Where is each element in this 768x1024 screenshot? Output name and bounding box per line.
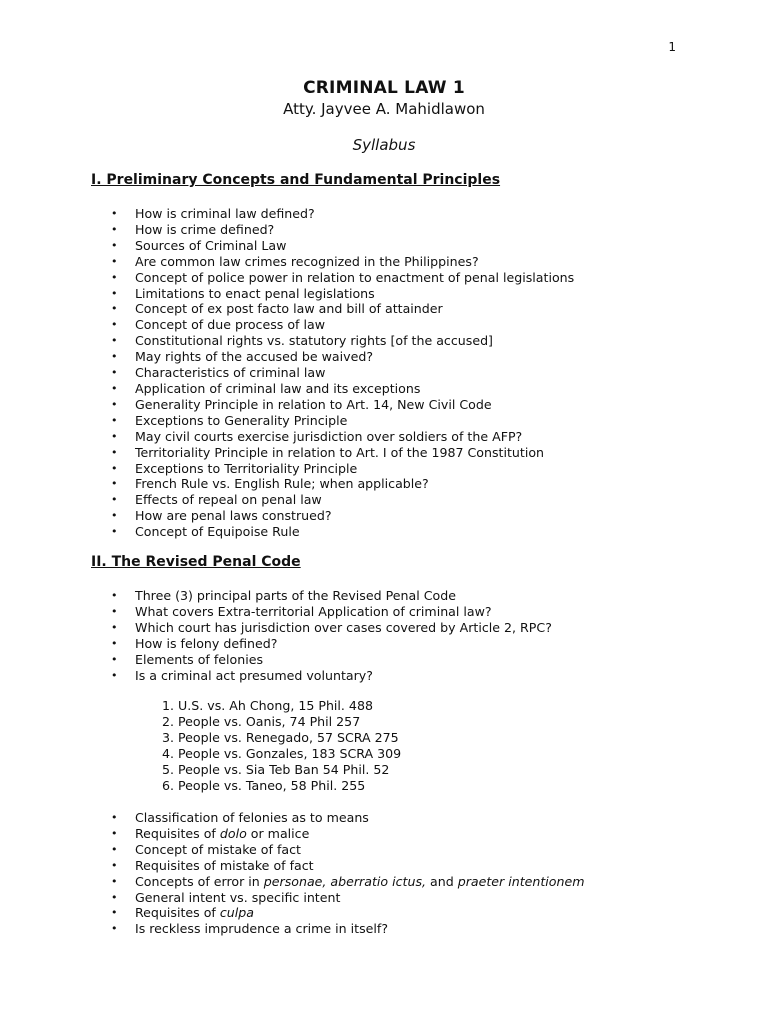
list-item-text: Territoriality Principle in relation to Art. I of the 1987 Constitution bbox=[135, 444, 545, 460]
list-item bbox=[110, 921, 585, 937]
list-item-text: How is crime defined? bbox=[135, 221, 275, 237]
list-item bbox=[110, 222, 574, 238]
bullet-dot-icon: • bbox=[111, 207, 118, 220]
bullet-dot-icon: • bbox=[111, 477, 118, 491]
bullet-dot-icon: • bbox=[111, 222, 118, 236]
list-item-text: and bbox=[426, 873, 458, 889]
list-item-text: Limitations to enact penal legislations bbox=[135, 285, 375, 301]
list-item bbox=[110, 429, 574, 445]
list-item-text: Classification of felonies as to means bbox=[135, 810, 369, 825]
list-item bbox=[110, 476, 574, 492]
list-item-text: Concept of due process of law bbox=[135, 317, 326, 333]
list-item-text: How are penal laws construed? bbox=[135, 508, 332, 524]
list-item bbox=[110, 349, 574, 365]
bullet-dot-icon: • bbox=[111, 302, 118, 316]
bullet-dot-icon: • bbox=[111, 668, 118, 682]
list-item bbox=[110, 890, 585, 906]
bullet-dot-icon: • bbox=[111, 270, 118, 284]
section2-bullet-list-a bbox=[110, 588, 552, 683]
bullet-dot-icon: • bbox=[111, 493, 118, 507]
bullet-dot-icon: • bbox=[111, 906, 118, 920]
list-item-text: Concepts of error in bbox=[135, 873, 264, 889]
list-item bbox=[110, 286, 574, 302]
list-item bbox=[110, 397, 574, 413]
list-item bbox=[110, 317, 574, 333]
list-item-text: Concept of ex post facto law and bill of attainder bbox=[135, 301, 443, 317]
list-item bbox=[110, 301, 574, 317]
bullet-dot-icon: • bbox=[111, 652, 118, 666]
case-citation: 4. People vs. Gonzales, 183 SCRA 309 bbox=[162, 745, 402, 761]
list-item bbox=[110, 524, 574, 540]
list-item bbox=[110, 365, 574, 381]
list-item bbox=[110, 810, 585, 826]
bullet-dot-icon: • bbox=[111, 461, 118, 475]
list-item bbox=[110, 588, 552, 604]
list-item bbox=[110, 858, 585, 874]
list-item-italic: praeter intentionem bbox=[457, 873, 585, 889]
list-item-text: Effects of repeal on penal law bbox=[135, 492, 322, 508]
bullet-dot-icon: • bbox=[111, 429, 118, 443]
list-item-text: Generality Principle in relation to Art. 14, New Civil Code bbox=[135, 396, 492, 412]
list-item-text: Three (3) principal parts of the Revised Penal Code bbox=[135, 588, 456, 603]
document-subtitle: Syllabus bbox=[352, 136, 416, 154]
list-item bbox=[110, 652, 552, 668]
case-citation: 5. People vs. Sia Teb Ban 54 Phil. 52 bbox=[162, 761, 390, 777]
list-item-text: Is a criminal act presumed voluntary? bbox=[135, 667, 373, 683]
list-item-text: Requisites of bbox=[135, 825, 220, 841]
bullet-dot-icon: • bbox=[111, 286, 118, 300]
list-item-text: Sources of Criminal Law bbox=[135, 237, 287, 253]
bullet-dot-icon: • bbox=[111, 525, 118, 539]
list-item bbox=[110, 668, 552, 684]
bullet-dot-icon: • bbox=[111, 445, 118, 459]
list-item bbox=[110, 333, 574, 349]
list-item bbox=[110, 620, 552, 636]
list-item-text: Exceptions to Generality Principle bbox=[135, 412, 348, 428]
list-item-text: What covers Extra-territorial Application of criminal law? bbox=[135, 603, 492, 619]
bullet-dot-icon: • bbox=[111, 890, 118, 904]
case-citation-list bbox=[162, 698, 401, 793]
document-author: Atty. Jayvee A. Mahidlawon bbox=[283, 100, 485, 118]
list-item bbox=[110, 826, 585, 842]
list-item-text: Concept of Equipoise Rule bbox=[135, 524, 300, 540]
list-item-text: Requisites of mistake of fact bbox=[135, 857, 314, 873]
bullet-dot-icon: • bbox=[111, 350, 118, 364]
bullet-dot-icon: • bbox=[111, 811, 118, 824]
list-item bbox=[110, 254, 574, 270]
list-item bbox=[110, 508, 574, 524]
list-item bbox=[110, 381, 574, 397]
list-item-italic: personae, aberratio ictus, bbox=[263, 873, 427, 889]
bullet-dot-icon: • bbox=[111, 858, 118, 872]
bullet-dot-icon: • bbox=[111, 334, 118, 348]
list-item bbox=[110, 492, 574, 508]
list-item-text: Concept of police power in relation to enactment of penal legislations bbox=[135, 269, 575, 285]
list-item bbox=[110, 461, 574, 477]
bullet-dot-icon: • bbox=[111, 254, 118, 268]
bullet-dot-icon: • bbox=[111, 604, 118, 618]
section2-bullet-list-b bbox=[110, 810, 585, 937]
case-citation: 6. People vs. Taneo, 58 Phil. 255 bbox=[162, 777, 366, 793]
bullet-dot-icon: • bbox=[111, 874, 118, 888]
bullet-dot-icon: • bbox=[111, 620, 118, 634]
list-item-text: General intent vs. specific intent bbox=[135, 889, 341, 905]
list-item bbox=[110, 905, 585, 921]
bullet-dot-icon: • bbox=[111, 238, 118, 252]
bullet-dot-icon: • bbox=[111, 366, 118, 380]
case-citation: 2. People vs. Oanis, 74 Phil 257 bbox=[162, 713, 361, 729]
section-heading-revised-penal-code: II. The Revised Penal Code bbox=[91, 554, 301, 570]
list-item-text: Requisites of bbox=[135, 905, 220, 921]
list-item-text: May civil courts exercise jurisdiction over soldiers of the AFP? bbox=[135, 428, 523, 444]
list-item-text: Which court has jurisdiction over cases covered by Article 2, RPC? bbox=[135, 619, 552, 635]
list-item-text: or malice bbox=[246, 825, 310, 841]
bullet-dot-icon: • bbox=[111, 636, 118, 650]
list-item-italic: dolo bbox=[219, 825, 247, 841]
list-item-text: Are common law crimes recognized in the Philippines? bbox=[135, 253, 479, 269]
case-citation: 1. U.S. vs. Ah Chong, 15 Phil. 488 bbox=[162, 698, 373, 713]
page-number: 1 bbox=[668, 40, 676, 54]
list-item bbox=[110, 636, 552, 652]
list-item-text: Concept of mistake of fact bbox=[135, 841, 301, 857]
section1-bullet-list bbox=[110, 206, 574, 540]
list-item-text: French Rule vs. English Rule; when applicable? bbox=[135, 476, 429, 492]
bullet-dot-icon: • bbox=[111, 509, 118, 523]
list-item-text: May rights of the accused be waived? bbox=[135, 349, 374, 365]
document-title: CRIMINAL LAW 1 bbox=[303, 78, 465, 98]
bullet-dot-icon: • bbox=[111, 842, 118, 856]
section-heading-preliminary: I. Preliminary Concepts and Fundamental Principles bbox=[91, 172, 501, 188]
list-item-text: Application of criminal law and its exceptions bbox=[135, 380, 421, 396]
list-item-text: How is felony defined? bbox=[135, 635, 278, 651]
bullet-dot-icon: • bbox=[111, 826, 118, 840]
bullet-dot-icon: • bbox=[111, 381, 118, 395]
list-item bbox=[110, 270, 574, 286]
list-item bbox=[110, 874, 585, 890]
list-item bbox=[110, 445, 574, 461]
bullet-dot-icon: • bbox=[111, 589, 118, 602]
list-item-text: Elements of felonies bbox=[135, 651, 264, 667]
bullet-dot-icon: • bbox=[111, 413, 118, 427]
list-item-text: How is criminal law defined? bbox=[135, 206, 315, 221]
list-item-text: Exceptions to Territoriality Principle bbox=[135, 460, 358, 476]
bullet-dot-icon: • bbox=[111, 318, 118, 332]
list-item bbox=[110, 238, 574, 254]
list-item-text: Characteristics of criminal law bbox=[135, 365, 326, 381]
bullet-dot-icon: • bbox=[111, 397, 118, 411]
list-item bbox=[110, 206, 574, 222]
bullet-dot-icon: • bbox=[111, 922, 118, 936]
case-citation: 3. People vs. Renegado, 57 SCRA 275 bbox=[162, 729, 399, 745]
list-item bbox=[110, 413, 574, 429]
list-item bbox=[110, 842, 585, 858]
list-item bbox=[110, 604, 552, 620]
list-item-text: Is reckless imprudence a crime in itself? bbox=[135, 921, 389, 937]
list-item-text: Constitutional rights vs. statutory rights [of the accused] bbox=[135, 333, 493, 349]
list-item-italic: culpa bbox=[219, 905, 254, 921]
